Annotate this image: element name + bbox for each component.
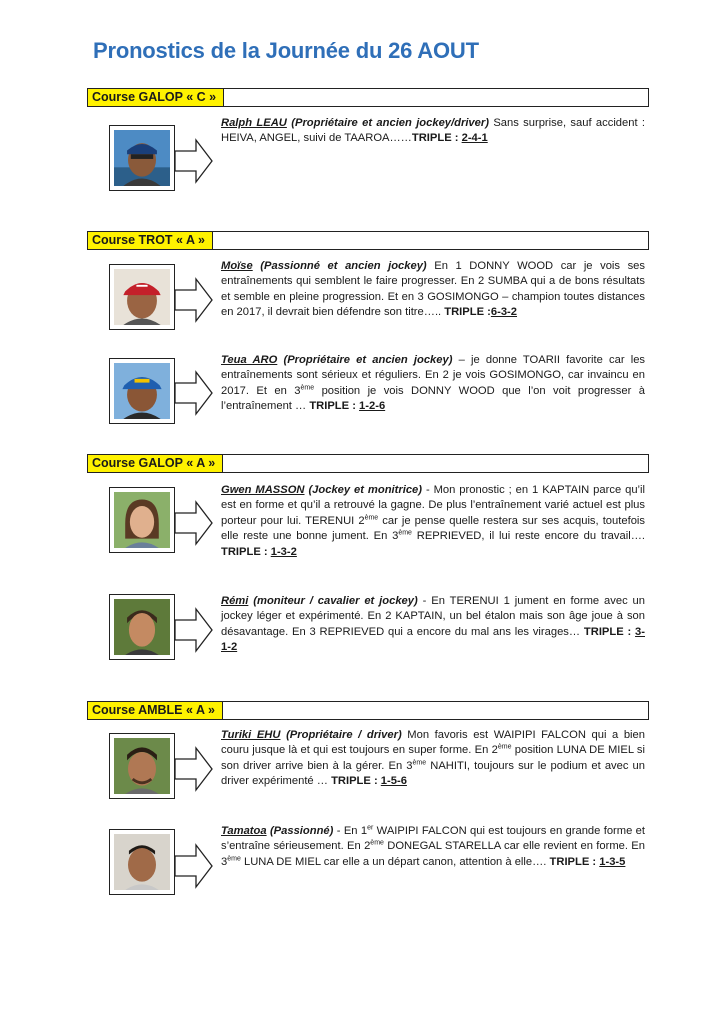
prognosis-ralph-leau: [221, 116, 645, 147]
arrow-icon: [174, 607, 214, 653]
superscript: ème: [412, 759, 427, 767]
tipster-role: (Propriétaire et ancien jockey/driver): [291, 117, 489, 129]
prognosis-text: Sans surprise, sauf accident : HEIVA, ANGEL, suivi de TAAROA……: [221, 117, 646, 145]
prognosis-text: – je donne TOARII favorite car les entraînements sont sérieux et réguliers. En 2 je vois GOSIMONGO, car invaincu en 2017. Et en 3: [221, 354, 646, 397]
jockey-photo-teua-aro: [109, 358, 175, 424]
arrow-icon: [174, 500, 214, 546]
tipster-name: Teua ARO: [221, 354, 278, 366]
prognosis-text-continued: position LUNA DE MIEL si son driver arrive bien à la gérer. En 3: [221, 744, 646, 772]
tipster-role: (Propriétaire / driver): [286, 729, 402, 741]
jockey-photo-moise: [109, 264, 175, 330]
superscript: er: [367, 824, 374, 832]
triple-value: 3-1-2: [221, 625, 645, 654]
superscript: ème: [300, 384, 315, 392]
jockey-photo-turiki-ehu: [109, 733, 175, 799]
prognosis-moise: [221, 259, 645, 321]
triple-label: TRIPLE :: [583, 625, 632, 638]
tipster-role: (Passionné): [269, 825, 334, 837]
portrait-icon: [114, 599, 170, 655]
prognosis-gwen-masson: [221, 483, 645, 560]
race-label: Course AMBLE « A »: [88, 702, 223, 719]
race-label: Course TROT « A »: [88, 232, 213, 249]
triple-label: TRIPLE :: [411, 132, 459, 145]
tipster-role: (Passionné et ancien jockey): [260, 260, 427, 272]
superscript: ème: [370, 839, 384, 847]
arrow-icon: [174, 746, 214, 792]
race-label: Course GALOP « C »: [88, 89, 224, 106]
prognosis-remi: [221, 594, 645, 656]
prognosis-text: - En 1: [336, 825, 368, 837]
triple-label: TRIPLE :: [444, 306, 491, 319]
prognosis-text-continued: position je vois DONNY WOOD que l’on voit progresser à l’entraînement …: [221, 384, 645, 413]
jockey-photo-gwen-masson: [109, 487, 175, 553]
page-title: Pronostics de la Journée du 26 AOUT: [93, 38, 479, 63]
race-label: Course GALOP « A »: [88, 455, 223, 472]
superscript: ème: [398, 529, 412, 537]
prognosis-text: En 1 DONNY WOOD car je vois ses entraînements qui semblent le faire progresser. En 2 SUMBA qui a de bons résultats et semble en pleine progression. Et en 3 GOSIMONGO – champion toutes distances en 2017, il devrait bien défendre son titre…..: [221, 260, 645, 319]
prognosis-teua-aro: [221, 353, 645, 415]
arrow-icon: [174, 138, 214, 184]
tipster-name: Gwen MASSON: [221, 484, 305, 496]
tipster-name: Ralph LEAU: [221, 117, 287, 129]
prognosis-turiki-ehu: [221, 728, 645, 790]
prognosis-text-continued: WAIPIPI FALCON qui est toujours en grande forme et s’entraîne sérieusement. En 2: [221, 825, 645, 853]
prognosis-text-end: REPRIEVED, il lui reste encore du travail….: [416, 530, 645, 543]
prognosis-text: Mon favoris est WAIPIPI FALCON qui a bien couru jusque là et qui est toujours en super forme. En 2: [221, 729, 645, 757]
race-header-amble-a: [87, 701, 649, 720]
arrow-icon: [174, 277, 214, 323]
tipster-role: (moniteur / cavalier et jockey): [253, 595, 418, 607]
tipster-name: Moïse: [221, 260, 253, 272]
tipster-name: Rémi: [221, 595, 249, 607]
portrait-icon: [114, 363, 170, 419]
portrait-icon: [114, 130, 170, 186]
prognosis-tamatoa: [221, 824, 645, 870]
tipster-name: Tamatoa: [221, 825, 267, 837]
portrait-icon: [114, 269, 170, 325]
race-header-galop-a: [87, 454, 649, 473]
triple-value: 1-2-6: [359, 400, 386, 413]
prognosis-text-continued: car je pense quelle restera sur ses acquis, toutefois elle reste une bonne jument. En 3: [221, 514, 645, 543]
tipster-role: (Jockey et monitrice): [308, 484, 423, 496]
triple-label: TRIPLE :: [221, 545, 268, 558]
superscript: ème: [497, 743, 512, 751]
prognosis-text: - Mon pronostic ; en 1 KAPTAIN parce qu’il est en forme et qu’il a retrouvé la gagne. De plus l’entraînement varié actuel est plus porteur pour lui. TERENUI 2: [221, 484, 646, 527]
triple-value: 1-3-2: [270, 545, 297, 558]
arrow-icon: [174, 370, 214, 416]
arrow-icon: [174, 843, 214, 889]
triple-value: 6-3-2: [490, 306, 518, 319]
jockey-photo-tamatoa: [109, 829, 175, 895]
prognosis-text-end: LUNA DE MIEL car elle a un départ canon, attention à elle….: [243, 855, 547, 868]
tipster-role: (Propriétaire et ancien jockey): [283, 354, 453, 366]
race-header-trot-a: [87, 231, 649, 250]
superscript: ème: [364, 514, 379, 522]
race-header-galop-c: [87, 88, 649, 107]
portrait-icon: [114, 738, 170, 794]
triple-value: 2-4-1: [461, 132, 488, 145]
triple-value: 1-5-6: [380, 775, 407, 788]
superscript: ème: [227, 855, 241, 863]
triple-label: TRIPLE :: [549, 855, 597, 868]
triple-label: TRIPLE :: [331, 775, 378, 788]
portrait-icon: [114, 492, 170, 548]
portrait-icon: [114, 834, 170, 890]
prognosis-text-continued-2: DONEGAL STARELLA car elle revient en forme. En 3: [221, 840, 645, 868]
jockey-photo-remi: [109, 594, 175, 660]
prognosis-text: - En TERENUI 1 jument en forme avec un jockey léger et expérimenté. En 2 KAPTAIN, un bel étalon mais son âge joue à son désavantage. En 3 REPRIEVED qui a encore du mal ans les virages…: [221, 595, 646, 638]
triple-value: 1-3-5: [599, 855, 626, 868]
prognosis-text-end: NAHITI, toujours sur le podium et avec un driver expérimenté …: [221, 759, 646, 788]
tipster-name: Turiki EHU: [221, 729, 281, 741]
jockey-photo-ralph-leau: [109, 125, 175, 191]
triple-label: TRIPLE :: [309, 400, 356, 413]
